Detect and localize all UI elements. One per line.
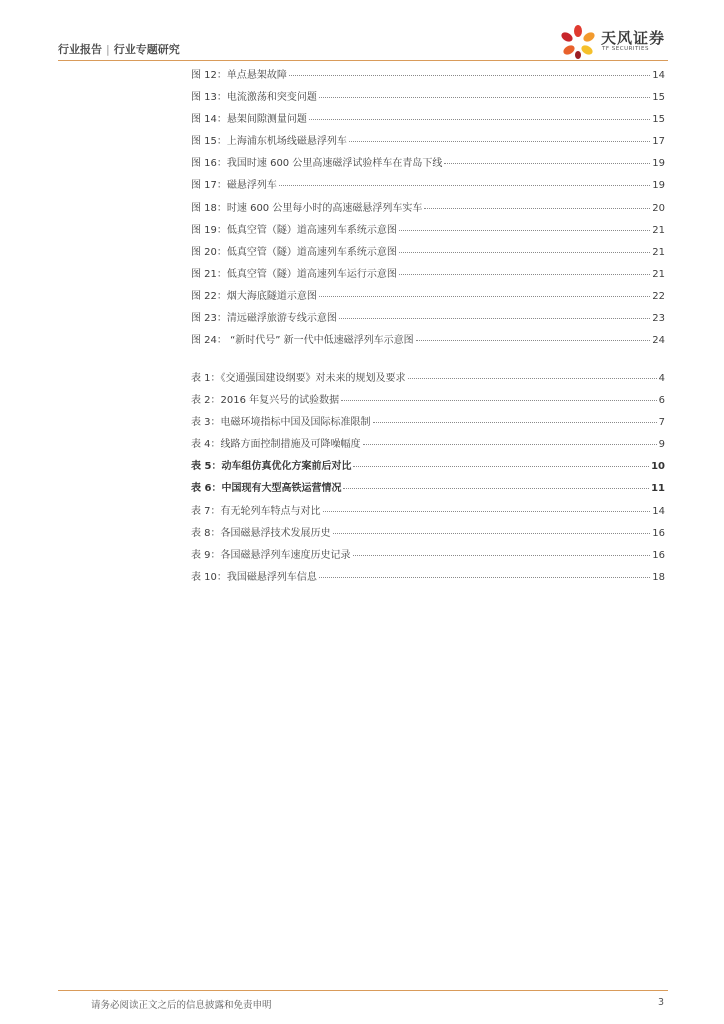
dot-leader [408,378,657,379]
toc-page-number: 21 [652,268,665,280]
dot-leader [309,119,650,120]
logo-subtitle: TF SECURITIES [602,46,649,52]
toc-page-number: 19 [652,180,665,192]
toc-entry-title: 图 17：磁悬浮列车 [191,180,277,192]
figure-toc-row[interactable] [191,287,665,309]
dot-leader [444,163,650,164]
table-toc-row[interactable] [191,435,665,457]
dot-leader [289,75,650,76]
figure-toc-row[interactable] [191,243,665,265]
figure-toc-row[interactable] [191,265,665,287]
toc-page-number: 15 [652,92,665,104]
toc-entry-title: 图 15：上海浦东机场线磁悬浮列车 [191,136,347,148]
table-toc-row[interactable] [191,479,665,501]
table-toc-row[interactable] [191,369,665,391]
table-toc-row[interactable] [191,546,665,568]
table-list [191,369,665,590]
dot-leader [399,252,650,253]
header-divider [58,60,668,61]
toc-page-number: 10 [651,461,665,473]
toc-page-number: 11 [651,483,665,495]
toc-page-number: 22 [652,290,665,302]
dot-leader [363,444,657,445]
footer-disclaimer: 请务必阅读正文之后的信息披露和免责申明 [91,1000,272,1011]
toc-page-number: 21 [652,224,665,236]
dot-leader [279,185,650,186]
page-number: 3 [657,997,664,1008]
dot-leader [373,422,657,423]
toc-entry-title: 表 1：《交通强国建设纲要》对未来的规划及要求 [191,373,406,384]
table-toc-row[interactable] [191,568,665,590]
toc-entry-title: 图 16：我国时速 600 公里高速磁浮试验样车在青岛下线 [191,158,443,170]
toc-entry-title: 表 10：我国磁悬浮列车信息 [191,571,317,583]
dot-leader [319,296,650,297]
figure-toc-row[interactable] [191,66,665,88]
toc-page-number: 18 [652,571,665,583]
toc-entry-title: 图 14：悬架间隙测量问题 [191,114,307,126]
toc-entry-title: 图 22：烟大海底隧道示意图 [191,290,317,302]
toc-page-number: 15 [652,114,665,126]
dot-leader [349,141,650,142]
toc-page-number: 4 [658,373,665,384]
logo-name: 天风证券 [601,29,666,47]
toc-entry-title: 图 21：低真空管（隧）道高速列车运行示意图 [191,268,397,280]
toc-page-number: 21 [652,246,665,258]
toc-page-number: 20 [652,202,665,214]
toc-entry-title: 表 9：各国磁悬浮列车速度历史记录 [191,549,351,561]
figure-toc-row[interactable] [191,331,665,353]
toc-entry-title: 表 5：动车组仿真优化方案前后对比 [191,461,352,473]
toc-page-number: 7 [658,417,665,429]
figure-toc-row[interactable] [191,221,665,243]
dot-leader [424,208,650,209]
figure-toc-row[interactable] [191,309,665,331]
table-toc-row[interactable] [191,524,665,546]
figure-toc-row[interactable] [191,199,665,221]
figure-toc-row[interactable] [191,110,665,132]
figure-toc-row[interactable] [191,176,665,198]
toc-entry-title: 表 6：中国现有大型高铁运营情况 [191,483,342,495]
toc-page-number: 23 [652,313,665,325]
report-category [58,41,180,57]
figure-list [191,66,665,353]
toc-entry-title: 表 7：有无轮列车特点与对比 [191,505,321,517]
toc-page-number: 17 [652,136,665,148]
dot-leader [416,340,651,341]
toc-page-number: 14 [652,70,665,81]
dot-leader [319,97,650,98]
toc-page-number: 6 [658,395,665,407]
footer-divider [58,990,668,991]
dot-leader [399,230,650,231]
dot-leader [353,555,651,556]
toc-entry-title: 图 24： “新时代号” 新一代中低速磁浮列车示意图 [191,335,414,347]
table-toc-row[interactable] [191,457,665,479]
toc-entry-title: 图 18：时速 600 公里每小时的高速磁悬浮列车实车 [191,202,423,214]
toc-entry-title: 表 2：2016 年复兴号的试验数据 [191,395,340,407]
figure-toc-row[interactable] [191,132,665,154]
toc-entry-title: 表 3：电磁环境指标中国及国际标准限制 [191,417,371,429]
dot-leader [339,318,650,319]
toc-entry-title: 图 19：低真空管（隧）道高速列车系统示意图 [191,224,397,236]
toc-entry-title: 图 20：低真空管（隧）道高速列车系统示意图 [191,246,397,258]
toc-page-number: 19 [652,158,665,170]
dot-leader [323,511,651,512]
toc-page-number: 14 [652,505,665,517]
table-toc-row[interactable] [191,391,665,413]
page-header [58,28,668,60]
table-toc-row[interactable] [191,502,665,524]
dot-leader [353,466,649,467]
subcategory-label: 行业专题研究 [113,43,180,56]
toc-entry-title: 图 12：单点悬架故障 [191,70,287,81]
toc-page-number: 24 [652,335,665,347]
toc-page-number: 16 [652,527,665,539]
toc-page-number: 16 [652,549,665,561]
figure-toc-row[interactable] [191,154,665,176]
figure-toc-row[interactable] [191,88,665,110]
toc-entry-title: 表 8：各国磁悬浮技术发展历史 [191,527,331,539]
toc-entry-title: 表 4：线路方面控制措施及可降噪幅度 [191,439,361,451]
dot-leader [319,577,650,578]
toc-entry-title: 图 13：电流激荡和突变问题 [191,92,317,104]
toc-entry-title: 图 23：清远磁浮旅游专线示意图 [191,313,337,325]
header-separator: | [106,43,110,56]
dot-leader [333,533,651,534]
tf-securities-logo [558,24,668,60]
table-toc-row[interactable] [191,413,665,435]
dot-leader [399,274,650,275]
flower-logo-icon [558,24,598,60]
toc-page-number: 9 [658,439,665,451]
dot-leader [341,400,656,401]
dot-leader [343,488,649,489]
category-label: 行业报告 [58,43,102,56]
